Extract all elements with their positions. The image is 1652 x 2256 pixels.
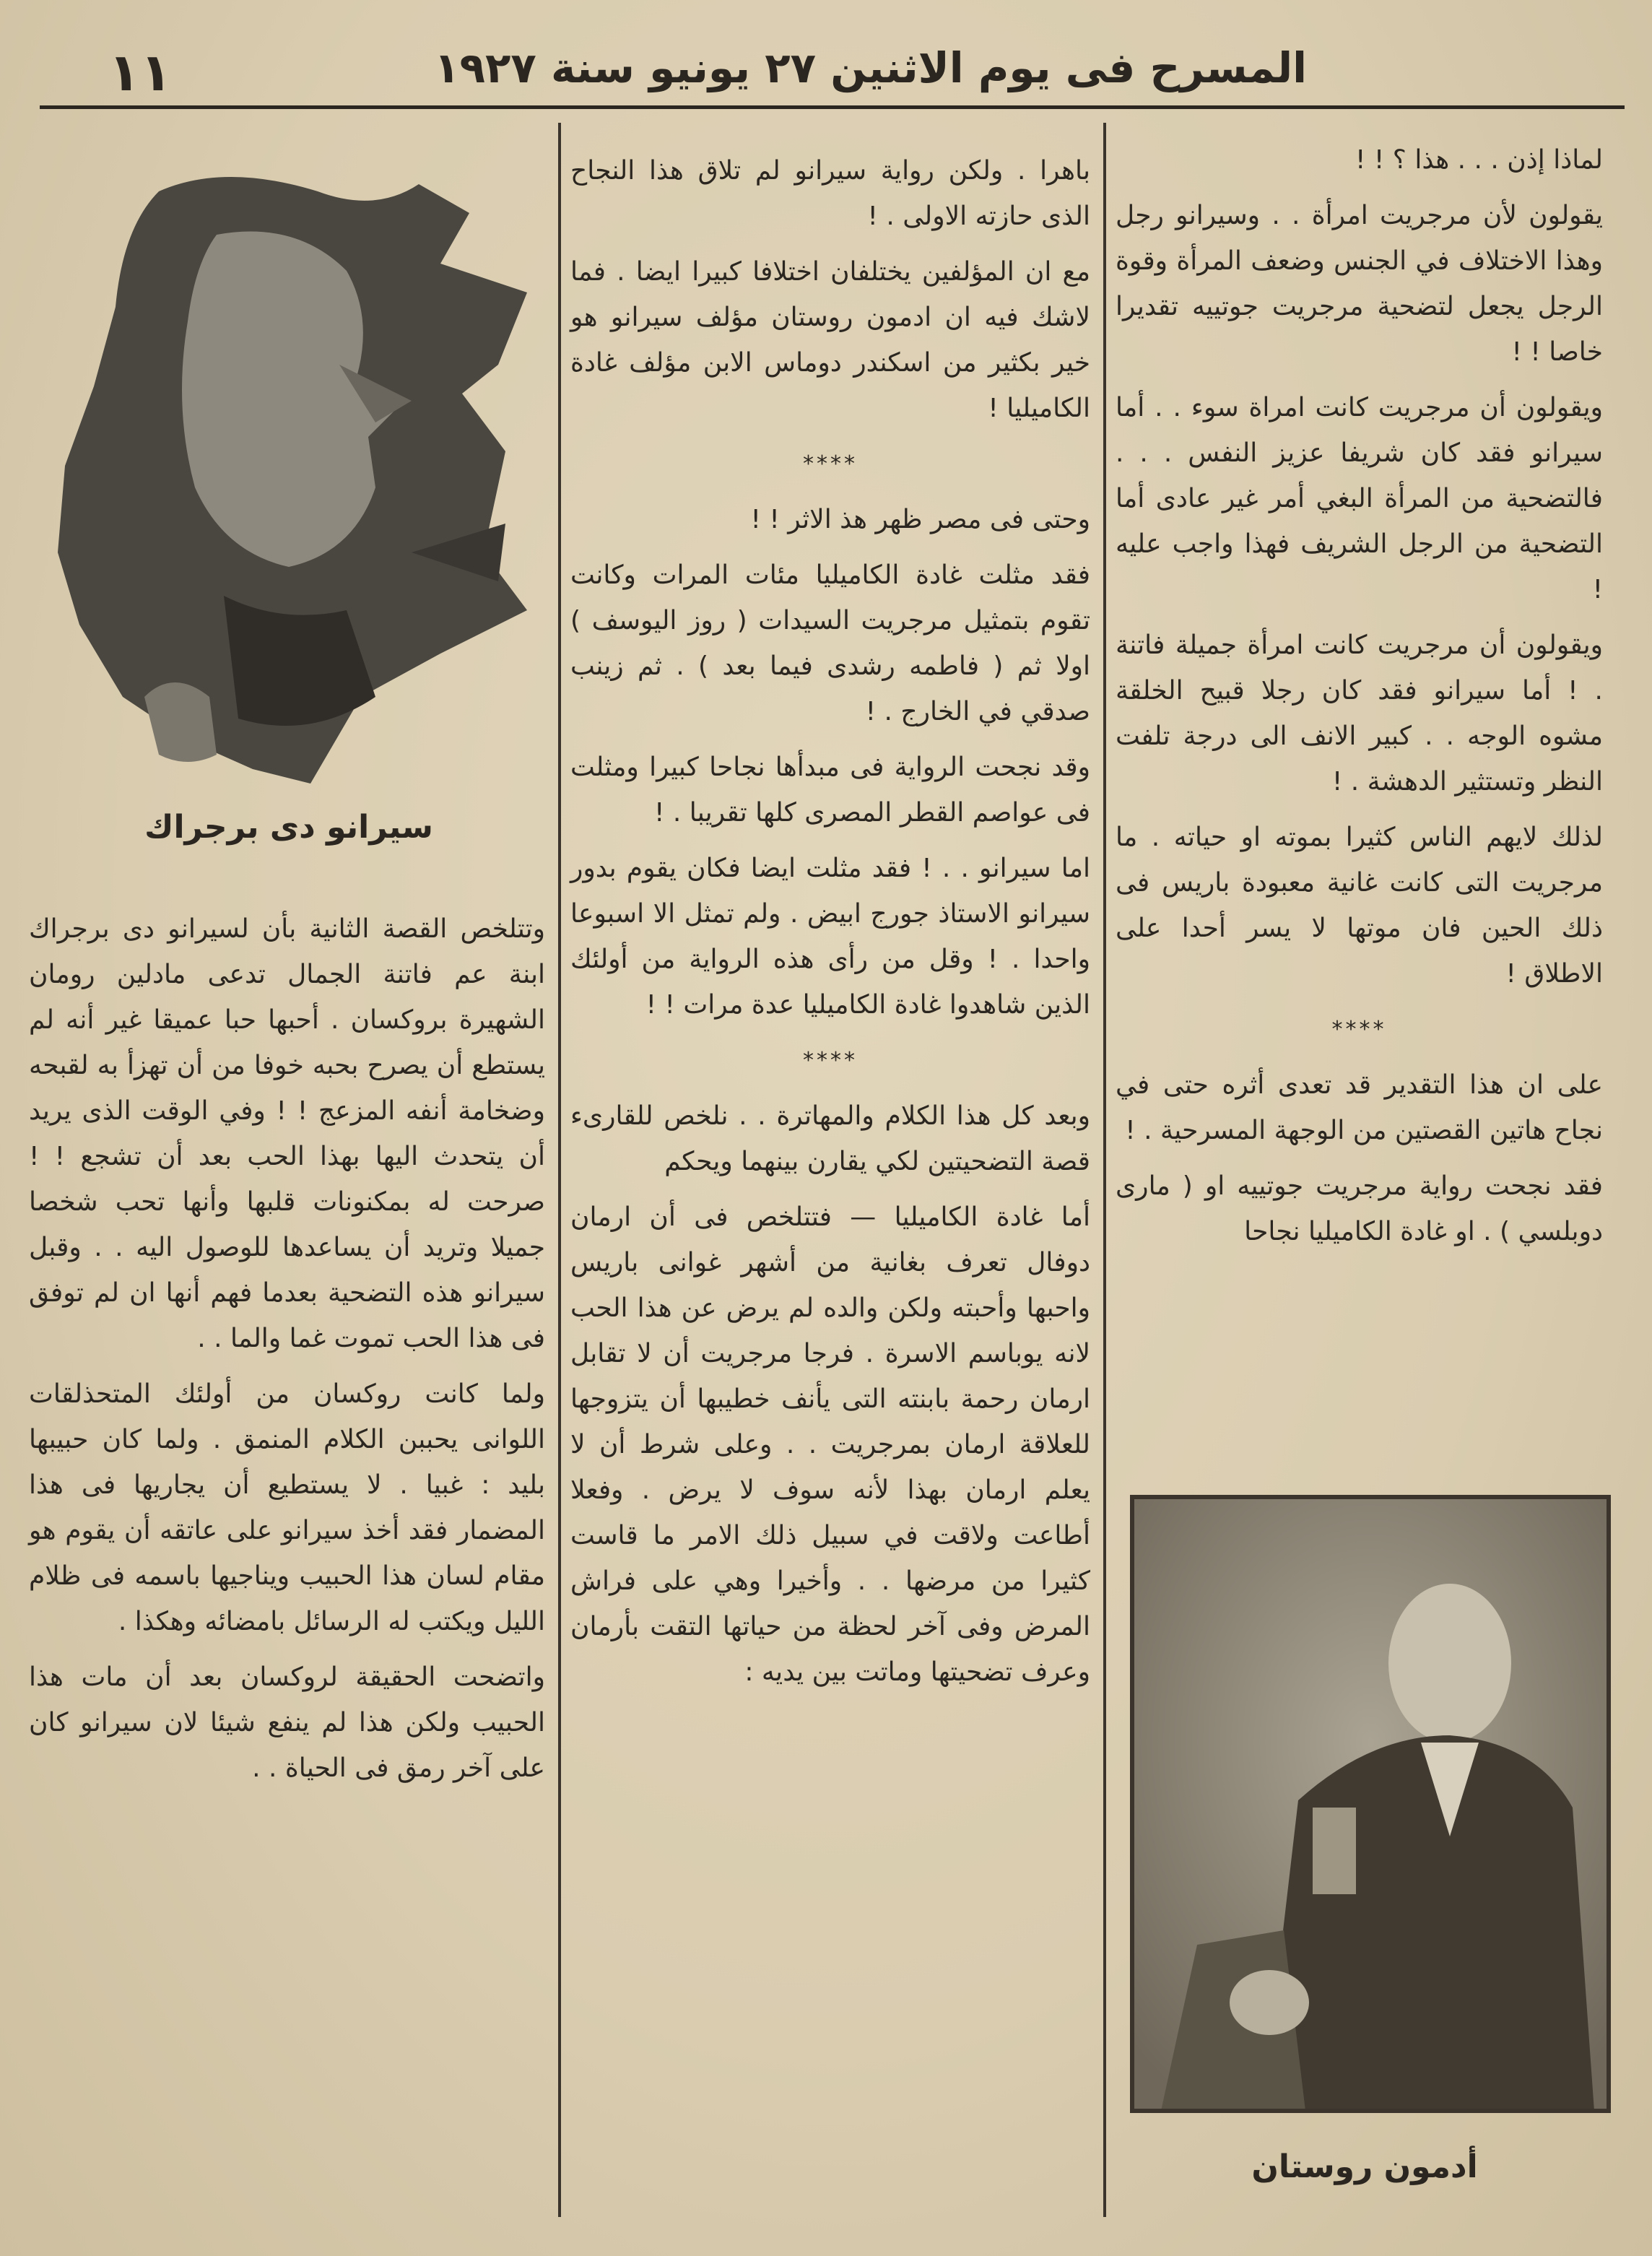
paragraph: ويقولون أن مرجريت كانت امرأة جميلة فاتنة . ! أما سيرانو فقد كان رجلا قبيح الخلقة مشوه الوجه . . كبير الانف الى درجة تلفت النظر وتستثير الدهشة . ! (1116, 630, 1603, 797)
paragraph: وتتلخص القصة الثانية بأن لسيرانو دى برجراك ابنة عم فاتنة الجمال تدعى مادلين رومان الشهيرة بروكسان . أحبها حبا عميقا غير أنه لم يستطع أن يصرح بحبه خوفا من أن تهزأ به لقبحه وضخامة أنفه المزعج ! ! وفي الوقت الذى يريد أن يتحدث اليها بهذا الحب بعد أن تشجع ! ! صرحت له بمكنونات قلبها وأنها تحب شخصا جميلا وتريد أن يساعدها للوصول اليه . . وقبل سيرانو هذه التضحية بعدما فهم أنها ان لم توفق فى هذا الحب تموت غما والما . . (29, 914, 545, 1353)
paragraph: على ان هذا التقدير قد تعدى أثره حتى في نجاح هاتين القصتين من الوجهة المسرحية . ! (1116, 1070, 1603, 1145)
page-number: ١١ (108, 42, 172, 103)
paragraph: لذلك لايهم الناس كثيرا بموته او حياته . ما مرجريت التى كانت غانية معبودة باريس فى ذلك الحين فان موتها لا يسر أحدا على الاطلاق ! (1116, 823, 1603, 989)
paragraph: يقولون لأن مرجريت امرأة . . وسيرانو رجل وهذا الاختلاف في الجنس وضعف المرأة وقوة الرجل يجعل لتضحية مرجريت جوتييه تقديرا خاصا ! ! (1116, 201, 1603, 367)
paragraph: لماذا إذن . . . هذا ؟ ! ! (1355, 145, 1603, 175)
paragraph: وقد نجحت الرواية فى مبدأها نجاحا كبيرا ومثلت فى عواصم القطر المصرى كلها تقريبا . ! (570, 752, 1090, 828)
paragraph: ولما كانت روكسان من أولئك المتحذلقات اللوانى يحببن الكلام المنمق . ولما كان حبيبها بليد : غبيا . لا يستطيع أن يجاريها فى هذا المضمار فقد أخذ سيرانو على عاتقه أن يقوم هو مقام لسان هذا الحبيب ويناجيها باسمه فى ظلام الليل ويكتب له الرسائل بامضائه وهكذا . (29, 1379, 545, 1636)
rostand-caption: أدمون روستان (1251, 2148, 1478, 2185)
section-divider: **** (1331, 1017, 1387, 1042)
paragraph: واتضحت الحقيقة لروكسان بعد أن مات هذا الحبيب ولكن هذا لم ينفع شيئا لان سيرانو كان على آخر رمق فى الحياة . . (29, 1662, 545, 1783)
paragraph: فقد نجحت رواية مرجريت جوتييه او ( مارى دوبلسي ) . او غادة الكاميليا نجاحا (1116, 1171, 1603, 1246)
section-divider: **** (803, 1048, 858, 1073)
paragraph: أما غادة الكاميليا — فتتلخص فى أن ارمان دوفال تعرف بغانية من أشهر غوانى باريس واحبها وأحبته ولكن والده لم يرض عن هذا الحب لانه يوباسم الاسرة . فرجا مرجريت أن لا تقابل ارمان رحمة بابنته التى يأنف خطيبها أن يتزوجها للعلاقة ارمان بمرجريت . . وعلى شرط أن لا يعلم ارمان بهذا لأنه سوف لا يرض . وفعلا أطاعت ولاقت في سبيل ذلك الامر ما قاست كثيرا من مرضها . . وأخيرا وهي على فراش المرض وفى آخر لحظة من حياتها التقت بأرمان وعرف تضحيتها وماتت بين يديه : (570, 1202, 1090, 1687)
rostand-photo (1130, 1495, 1611, 2113)
cyrano-portrait-image (36, 148, 542, 798)
column-left (29, 906, 545, 1801)
column-right (1116, 137, 1603, 1264)
paragraph: مع ان المؤلفين يختلفان اختلافا كبيرا ايضا . فما لاشك فيه ان ادمون روستان مؤلف سيرانو هو خير بكثير من اسكندر دوماس الابن مؤلف غادة الكاميليا ! (570, 257, 1090, 423)
cyrano-portrait (36, 148, 542, 798)
page-header (36, 29, 1625, 108)
column-divider-left (558, 123, 561, 2217)
paragraph: باهرا . ولكن رواية سيرانو لم تلاق هذا النجاح الذى حازته الاولى . ! (570, 156, 1090, 231)
paragraph: ويقولون أن مرجريت كانت امراة سوء . . أما سيرانو فقد كان شريفا عزيز النفس . . . فالتضحية من المرأة البغي أمر غير عادى أما التضحية من الرجل الشريف فهذا واجب عليه ! (1116, 393, 1603, 604)
paragraph: فقد مثلت غادة الكاميليا مئات المرات وكانت تقوم بتمثيل مرجريت السيدات ( روز اليوسف ) اولا ثم ( فاطمه رشدى فيما بعد ) . ثم زينب صدقي في الخارج . ! (570, 560, 1090, 726)
rostand-photo-image (1132, 1497, 1609, 2111)
paragraph: وحتى فى مصر ظهر هذ الاثر ! ! (750, 505, 1090, 534)
paragraph: وبعد كل هذا الكلام والمهاترة . . نلخص للقارىء قصة التضحيتين لكي يقارن بينهما ويحكم (570, 1101, 1090, 1176)
paragraph: اما سيرانو . . ! فقد مثلت ايضا فكان يقوم بدور سيرانو الاستاذ جورج ابيض . ولم تمثل الا اسبوعا واحدا . ! وقل من رأى هذه الرواية من أولئك الذين شاهدوا غادة الكاميليا عدة مرات ! ! (570, 854, 1090, 1020)
column-middle (570, 148, 1090, 1705)
header-rule (40, 105, 1625, 109)
issue-line: المسرح فى يوم الاثنين ٢٧ يونيو سنة ١٩٢٧ (434, 43, 1307, 92)
column-divider-right (1103, 123, 1106, 2217)
cyrano-caption: سيرانو دى برجراك (144, 809, 433, 846)
section-divider: **** (803, 451, 858, 477)
